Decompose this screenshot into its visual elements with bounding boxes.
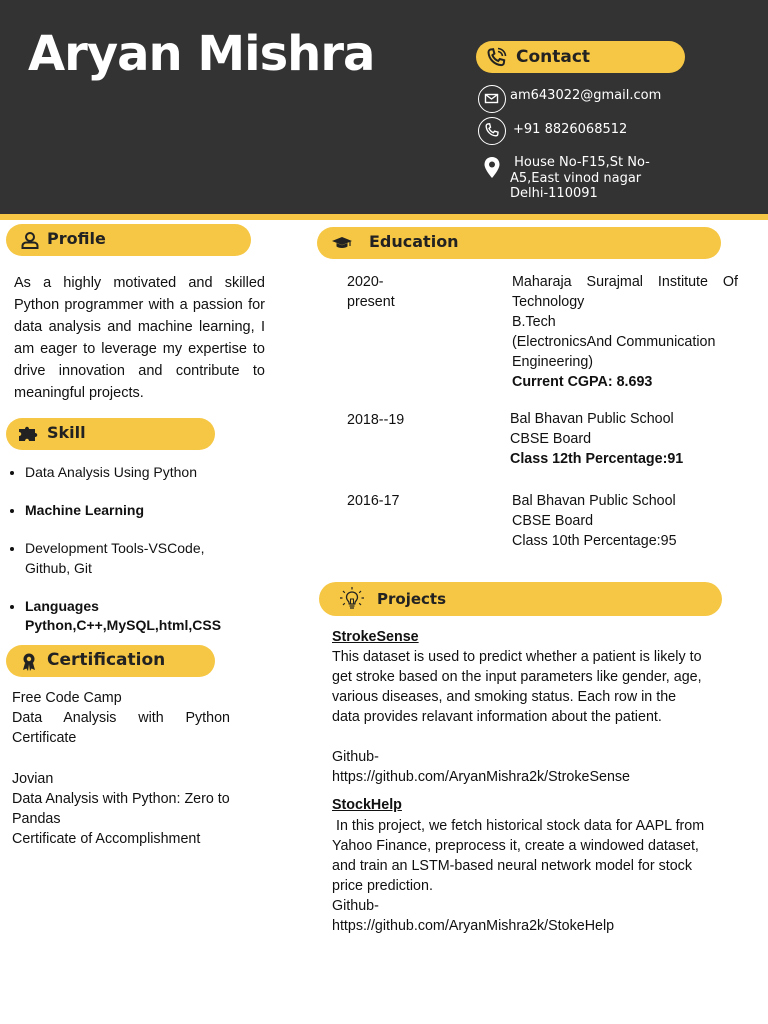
contact-email[interactable]: am643022@gmail.com <box>510 88 662 103</box>
certification-heading: Certification <box>47 650 166 670</box>
skill-list <box>8 463 265 654</box>
project-github-label: Github- <box>332 749 379 765</box>
skill-item <box>25 597 265 636</box>
project-title: StockHelp <box>332 797 402 813</box>
location-pin-icon <box>482 156 502 180</box>
skill-item: • Development Tools-VSCode, Github, Git <box>25 539 225 578</box>
education-detail <box>510 409 730 469</box>
lightbulb-icon <box>339 586 365 612</box>
address-line: Delhi-110091 <box>510 186 598 201</box>
address-line: House No-F15,St No- <box>510 155 650 170</box>
education-school: Bal Bhavan Public School <box>510 411 674 427</box>
education-detail <box>512 272 738 392</box>
education-board: CBSE Board <box>510 431 592 447</box>
education-detail <box>512 491 732 551</box>
education-date: 2016-17 <box>347 493 400 509</box>
envelope-icon <box>478 85 506 113</box>
contact-heading: Contact <box>516 47 591 67</box>
address-line: A5,East vinod nagar <box>510 170 642 186</box>
graduation-cap-icon <box>331 232 353 254</box>
skill-item: • Machine Learning <box>25 501 265 521</box>
profile-summary: As a highly motivated and skilled Python programmer with a passion for data analysis and machine learning, I am eager to leverage my expertise to drive innovation and contribute to meaningful projects. <box>14 275 265 401</box>
user-icon <box>19 229 41 251</box>
project-github <box>332 747 722 787</box>
education-branch: (ElectronicsAnd Communication Engineering) <box>512 334 716 370</box>
education-score: Class 12th Percentage:91 <box>510 451 684 467</box>
badge-icon <box>18 650 40 672</box>
education-institute: Maharaja Surajmal Institute Of Technology <box>512 274 738 310</box>
certification-name: Data Analysis with Python: Zero to Pandas <box>12 791 230 827</box>
project-github-link[interactable]: https://github.com/AryanMishra2k/StrokeSense <box>332 769 630 785</box>
project-description: This dataset is used to predict whether a patient is likely to get stroke based on the input parameters like gender, age, various diseases, and smoking status. Each row in the data provides relavant information about the patient. <box>332 649 702 725</box>
certification-issuer: Free Code Camp <box>12 690 122 706</box>
skill-item-line: Languages <box>25 597 99 614</box>
contact-phone[interactable]: +91 8826068512 <box>513 122 628 137</box>
project-github-link[interactable]: https://github.com/AryanMishra2k/StokeHelp <box>332 918 615 934</box>
contact-address <box>510 155 650 202</box>
education-score: Current CGPA: 8.693 <box>512 374 653 390</box>
education-score: Class 10th Percentage:95 <box>512 533 677 549</box>
header-accent-line <box>0 214 768 220</box>
puzzle-icon <box>17 423 39 445</box>
project-title: StrokeSense <box>332 629 419 645</box>
project-description: In this project, we fetch historical stock data for AAPL from Yahoo Finance, preprocess it, create a windowed dataset, and train an LSTM-based neural network model for stock price prediction. <box>332 818 708 894</box>
skill-heading: Skill <box>47 423 86 442</box>
education-date-line: 2020- <box>347 274 384 290</box>
education-date: 2018--19 <box>347 412 405 428</box>
skill-item-line: Python,C++,MySQL,html,CSS <box>25 617 222 633</box>
profile-heading-pill <box>6 224 251 256</box>
phone-icon <box>484 46 508 70</box>
certification-entry <box>12 688 230 748</box>
education-date-line: present <box>347 294 395 310</box>
certification-entry <box>12 769 252 849</box>
skill-item: • Data Analysis Using Python <box>25 463 265 483</box>
certification-type: Certificate of Accomplishment <box>12 831 201 847</box>
projects-heading: Projects <box>377 590 447 608</box>
phone-icon <box>478 117 506 145</box>
profile-heading: Profile <box>47 229 106 248</box>
education-degree: B.Tech <box>512 314 556 330</box>
education-school: Bal Bhavan Public School <box>512 493 676 509</box>
project-github-label: Github- <box>332 898 379 914</box>
education-board: CBSE Board <box>512 513 594 529</box>
certification-name: Data Analysis with Python Certificate <box>12 710 230 746</box>
education-heading: Education <box>369 232 459 251</box>
candidate-name: Aryan Mishra <box>28 26 375 82</box>
project-github <box>332 896 722 936</box>
certification-issuer: Jovian <box>12 771 54 787</box>
education-date <box>347 272 395 312</box>
